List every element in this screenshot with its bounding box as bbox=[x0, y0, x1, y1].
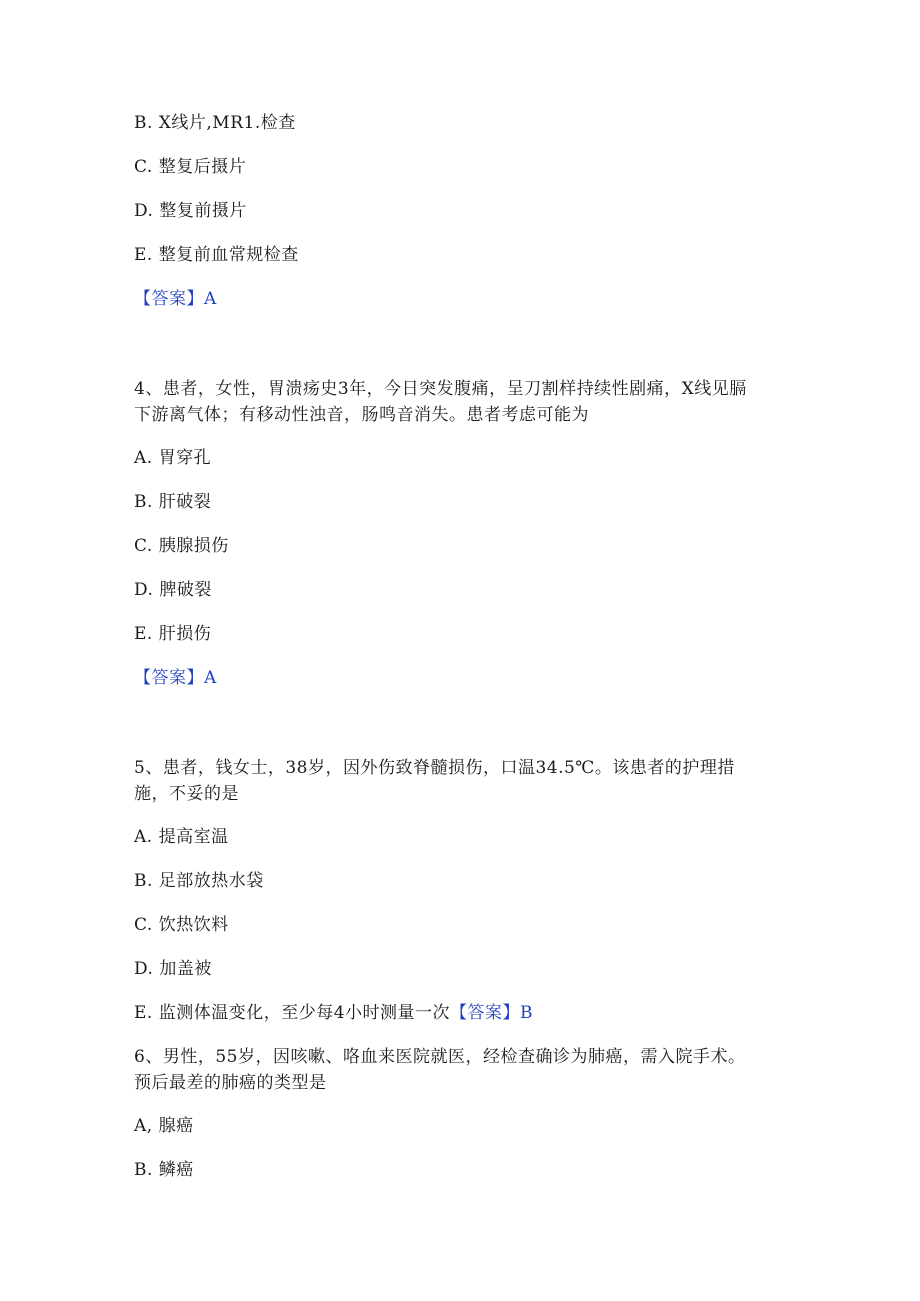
q4-answer: 【答案】A bbox=[134, 668, 217, 688]
q6-option-b: B. 鳞癌 bbox=[134, 1160, 194, 1180]
q6-option-a: A, 腺癌 bbox=[134, 1116, 194, 1136]
q3-option-c: C. 整复后摄片 bbox=[134, 157, 247, 177]
q5-stem-line-1: 5、患者，钱女士，38岁，因外伤致脊髓损伤，口温34.5℃。该患者的护理措 bbox=[134, 758, 735, 778]
q5-option-b: B. 足部放热水袋 bbox=[134, 871, 264, 891]
q6-stem-line-2: 预后最差的肺癌的类型是 bbox=[134, 1073, 327, 1093]
q4-stem-line-2: 下游离气体；有移动性浊音，肠鸣音消失。患者考虑可能为 bbox=[134, 405, 589, 425]
q3-answer: 【答案】A bbox=[134, 289, 217, 309]
q5-option-e bbox=[134, 1002, 533, 1024]
q5-option-a: A. 提高室温 bbox=[134, 827, 229, 847]
q3-option-e: E. 整复前血常规检查 bbox=[134, 245, 299, 265]
q5-answer: 【答案】B bbox=[450, 1003, 534, 1023]
q4-stem-line-1: 4、患者，女性，胃溃疡史3年，今日突发腹痛，呈刀割样持续性剧痛，X线见膈 bbox=[134, 379, 747, 399]
q4-option-e: E. 肝损伤 bbox=[134, 624, 212, 644]
q5-stem-line-2: 施，不妥的是 bbox=[134, 784, 239, 804]
q4-option-b: B. 肝破裂 bbox=[134, 492, 212, 512]
q5-option-d: D. 加盖被 bbox=[134, 959, 212, 979]
q4-stem bbox=[134, 376, 794, 428]
q4-option-a: A. 胃穿孔 bbox=[134, 448, 212, 468]
q6-stem-line-1: 6、男性，55岁，因咳嗽、咯血来医院就医，经检查确诊为肺癌，需入院手术。 bbox=[134, 1047, 746, 1067]
q5-option-c: C. 饮热饮料 bbox=[134, 915, 229, 935]
q3-option-d: D. 整复前摄片 bbox=[134, 201, 247, 221]
q5-stem bbox=[134, 755, 794, 807]
q4-option-d: D. 脾破裂 bbox=[134, 580, 212, 600]
q5-option-e-text: E. 监测体温变化，至少每4小时测量一次 bbox=[134, 1003, 451, 1023]
q4-option-c: C. 胰腺损伤 bbox=[134, 536, 229, 556]
q6-stem bbox=[134, 1044, 794, 1096]
q3-option-b: B. X线片,MR1.检查 bbox=[134, 113, 296, 133]
